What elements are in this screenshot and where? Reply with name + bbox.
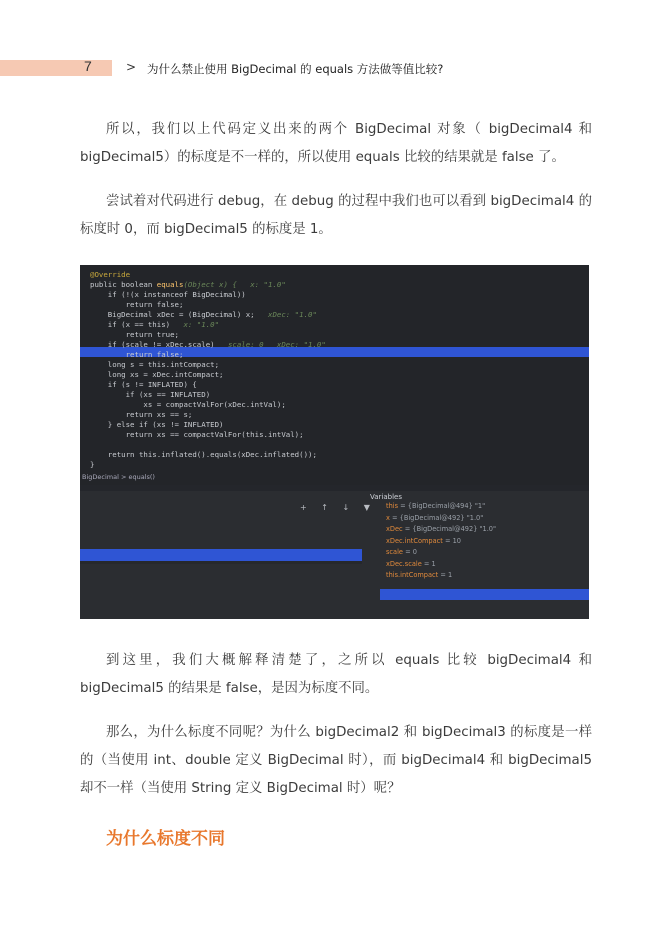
code-method: equals [156,280,184,289]
chevron-right-icon: > [126,60,137,74]
variable-value: = {BigDecimal@494} "1" [398,502,486,510]
inline-hint: xDec: "1.0" [254,310,317,319]
code-text: } [90,460,95,469]
variable-value: = 10 [442,536,461,545]
code-line [90,340,326,350]
variable-name: x [386,513,390,522]
code-line [90,290,246,300]
code-line [90,380,197,390]
debug-screenshot [80,265,589,619]
code-text: return true; [90,330,179,339]
code-text: public boolean [90,280,157,289]
paragraph-1: 所以，我们以上代码定义出来的两个 BigDecimal 对象（ bigDecimal4 和 bigDecimal5）的标度是不一样的，所以使用 equals 比较的结果就是 false 了。 [80,122,592,165]
variable-value: = 0 [403,548,417,556]
code-line [90,300,183,310]
variable-highlight [380,589,589,600]
variable-name: xDec.scale [386,559,422,568]
code-line [90,400,286,410]
variable-row[interactable] [386,501,485,512]
code-line [90,310,317,320]
variable-row[interactable] [386,536,461,547]
code-line [90,420,224,430]
code-line [90,430,304,440]
code-text: if (s != INFLATED) { [90,380,197,389]
page-number-band [0,60,112,76]
inline-hint: scale: 0 xDec: "1.0" [214,340,326,349]
variable-name: scale [386,548,403,556]
code-line [90,410,192,420]
code-text: if (!(x instanceof BigDecimal)) [90,290,246,299]
variable-value: = {BigDecimal@492} "1.0" [402,525,497,533]
variable-name: this [386,502,399,510]
variable-value: = 1 [421,559,436,568]
paragraph-4: 那么，为什么标度不同呢？为什么 bigDecimal2 和 bigDecimal3 的标度是一样的（当使用 int、double 定义 BigDecimal 时），而 bigDecimal4 和 bigDecimal5 却不一样（当使用 String 定义 BigDecimal 时）呢？ [80,725,592,796]
page-number: 7 [84,58,92,74]
debugger-panel [80,491,589,619]
code-text: long s = this.intCompact; [90,360,220,369]
variable-row[interactable] [386,524,496,535]
code-text: if (xs == INFLATED) [90,390,211,399]
variable-row[interactable] [386,547,417,558]
code-line [90,270,130,280]
code-text: return false; [90,300,184,309]
chapter-title: 为什么禁止使用 BigDecimal 的 equals 方法做等值比较? [147,62,444,76]
code-line [90,450,317,460]
code-line [90,350,183,360]
variable-row[interactable] [386,570,452,581]
code-line [90,390,210,400]
variable-row[interactable] [386,559,436,570]
section-heading: 为什么标度不同 [106,829,225,849]
paragraph-3: 到这里，我们大概解释清楚了，之所以 equals 比较 bigDecimal4 和 bigDecimal5 的结果是 false，是因为标度不同。 [80,653,592,696]
breadcrumb: BigDecimal > equals() [82,473,155,481]
code-text: return xs == s; [90,410,193,419]
paragraph-2: 尝试着对代码进行 debug，在 debug 的过程中我们也可以看到 bigDecimal4 的标度时 0，而 bigDecimal5 的标度是 1。 [80,194,592,237]
debugger-toolbar[interactable]: + ↑ ↓ ▼ [300,503,376,512]
code-text: return this.inflated().equals(xDec.inflated()); [90,450,317,459]
code-text: return xs == compactValFor(this.intVal); [90,430,304,439]
frames-divider [80,561,362,564]
variable-row[interactable] [386,513,483,524]
variables-title: Variables [370,493,402,501]
code-line [90,370,224,380]
code-line [90,460,94,470]
variable-name: xDec.intCompact [386,536,443,545]
inline-hint: x: "1.0" [170,320,220,329]
code-text: @Override [90,270,131,279]
variable-name: this.intCompact [386,571,439,579]
variable-value: = 1 [438,571,453,579]
code-text: BigDecimal xDec = (BigDecimal) x; [90,310,255,319]
variable-value: = {BigDecimal@492} "1.0" [389,513,484,522]
code-line [90,330,179,340]
code-text: long xs = xDec.intCompact; [90,370,224,379]
code-text: return false; [90,350,184,359]
code-text: if (x == this) [90,320,171,329]
variable-name: xDec [386,525,403,533]
code-text: } else if (xs != INFLATED) [90,420,224,429]
code-line [90,320,219,330]
code-line [90,360,219,370]
inline-hint: (Object x) { x: "1.0" [183,280,286,289]
code-editor [80,265,589,485]
frames-selected-row[interactable] [80,549,362,561]
code-line [90,280,286,290]
code-text: if (scale != xDec.scale) [90,340,215,349]
page-header [0,58,669,78]
code-text: xs = compactValFor(xDec.intVal); [90,400,286,409]
